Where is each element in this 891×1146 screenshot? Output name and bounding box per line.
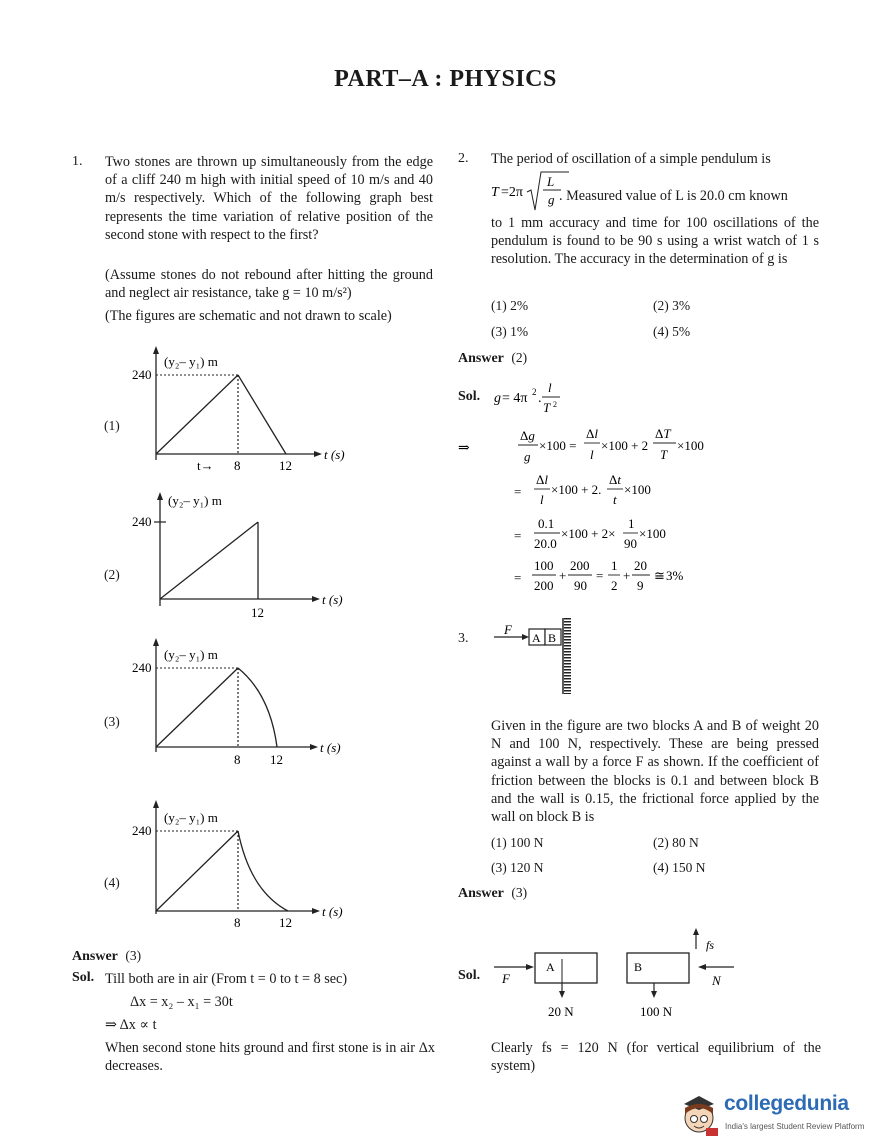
svg-text:T: T — [543, 400, 551, 415]
svg-text:l: l — [548, 380, 552, 395]
fbd-F: F — [502, 971, 510, 986]
graph-1-tnote: t→ — [197, 458, 214, 473]
svg-text:0.1: 0.1 — [538, 516, 555, 531]
svg-text:×100 + 2×: ×100 + 2× — [561, 526, 616, 541]
graph-4-tick-8: 8 — [234, 915, 241, 930]
svg-text:L: L — [547, 174, 555, 189]
graph-1-label: (1) — [104, 418, 120, 433]
svg-text:+: + — [623, 568, 631, 583]
q3-option-4: (4) 150 N — [653, 860, 706, 875]
svg-text:100: 100 — [534, 558, 554, 573]
graph-1 — [120, 342, 360, 477]
svg-text:Δl: Δl — [536, 472, 548, 487]
y-axis-arrow — [153, 346, 159, 354]
svg-text:=: = — [514, 528, 522, 543]
q1-sol-line2: Δx = x₂ – x₁ = 30t — [130, 994, 233, 1010]
collegedunia-logo — [676, 1086, 866, 1142]
graph-2-xlabel: t (s) — [322, 592, 343, 607]
fbd-N: N — [712, 973, 721, 988]
svg-text:t: t — [613, 492, 617, 507]
q3-force-label: F — [504, 622, 512, 637]
graph-2-label: (2) — [104, 567, 120, 582]
curve-rise — [156, 668, 238, 747]
svg-text:l: l — [590, 447, 594, 462]
q3-answer-label: Answer — [458, 886, 504, 901]
svg-text:g: g — [548, 192, 555, 207]
svg-text:=: = — [514, 570, 522, 585]
svg-text:9: 9 — [637, 578, 644, 593]
q1-sol-line3: ⇒ Δx ∝ t — [105, 1017, 157, 1033]
page-title: PART–A : PHYSICS — [334, 66, 557, 92]
fbd-20N: 20 N — [548, 1004, 574, 1019]
svg-text:2: 2 — [611, 578, 618, 593]
curve-fall-convex — [238, 831, 288, 911]
graph-3-tick-12: 12 — [270, 752, 283, 767]
svg-text:200: 200 — [534, 578, 554, 593]
q1-sol-label: Sol. — [72, 970, 95, 985]
q2-option-3: (3) 1% — [491, 324, 529, 339]
svg-text:×100 + 2.: ×100 + 2. — [551, 482, 602, 497]
svg-text:Δt: Δt — [609, 472, 621, 487]
svg-text:1: 1 — [611, 558, 618, 573]
graph-3 — [120, 634, 360, 769]
graph-4-ylabel: (y₂– y₁) m — [164, 810, 218, 825]
svg-text:=2π: =2π — [501, 185, 523, 200]
svg-text:T: T — [491, 185, 499, 200]
q3-fbd — [488, 925, 748, 1025]
svg-text:=: = — [514, 484, 522, 499]
logo-tagline: India's largest Student Review Platform — [725, 1122, 865, 1131]
graph-2 — [120, 488, 360, 623]
graph-1-tick-8: 8 — [234, 458, 241, 473]
logo-name: collegedunia — [724, 1092, 849, 1115]
svg-text:= 4π: = 4π — [502, 391, 528, 406]
q3-text: Given in the figure are two blocks A and B of weight 20 N and 100 N, respectively. These are being pressed against a wall by a force F as shown. If the coefficient of friction between the blocks is 0.1 and between block B and the wall is 0.15, the frictional force applied by the wall on block B is — [491, 718, 819, 826]
svg-text:T: T — [660, 447, 668, 462]
graph-4-240: 240 — [132, 823, 152, 838]
wall-hatch — [564, 618, 571, 694]
graph-1-tick-12: 12 — [279, 458, 292, 473]
x-axis-arrow — [314, 451, 322, 457]
graph-3-ylabel: (y₂– y₁) m — [164, 647, 218, 662]
svg-text:90: 90 — [574, 578, 587, 593]
q1-number: 1. — [72, 154, 83, 169]
curve-rise — [160, 522, 258, 599]
svg-text:Δl: Δl — [586, 426, 598, 441]
graph-4-tick-12: 12 — [279, 915, 292, 930]
q2-sol-label: Sol. — [458, 389, 481, 404]
q1-answer-label: Answer — [72, 949, 118, 964]
q3-option-2: (2) 80 N — [653, 835, 699, 850]
svg-text:=: = — [596, 568, 604, 583]
graph-4 — [120, 796, 360, 931]
q2-text1: The period of oscillation of a simple pendulum is — [491, 151, 771, 167]
svg-text:×100: ×100 — [639, 526, 666, 541]
graph-3-label: (3) — [104, 714, 120, 729]
svg-text:×100 + 2: ×100 + 2 — [601, 438, 649, 453]
svg-text:20: 20 — [634, 558, 647, 573]
q2-option-2: (2) 3% — [653, 298, 691, 313]
q3-answer-line — [458, 885, 527, 902]
fbd-block-a — [535, 953, 597, 983]
fbd-100N: 100 N — [640, 1004, 673, 1019]
q1-sol-line4: When second stone hits ground and first stone is in air Δx decreases. — [105, 1040, 435, 1075]
svg-text:⇒: ⇒ — [458, 441, 470, 456]
curve-fall-concave — [238, 668, 277, 747]
q2-number: 2. — [458, 151, 469, 166]
svg-text:g: g — [494, 391, 501, 406]
q2-option-1: (1) 2% — [491, 298, 529, 313]
svg-text:20.0: 20.0 — [534, 536, 557, 551]
svg-text:1: 1 — [628, 516, 635, 531]
fbd-A: A — [546, 960, 555, 974]
q2-answer-value: (2) — [511, 350, 528, 365]
q3-option-1: (1) 100 N — [491, 835, 544, 850]
graph-3-240: 240 — [132, 660, 152, 675]
q2-answer-label: Answer — [458, 351, 504, 366]
block-b-label: B — [548, 631, 557, 645]
svg-text:ΔT: ΔT — [655, 426, 671, 441]
graph-4-label: (4) — [104, 875, 120, 890]
block-a-label: A — [532, 631, 541, 645]
graph-1-xlabel: t (s) — [324, 447, 345, 462]
svg-text:200: 200 — [570, 558, 590, 573]
q1-sol-line1: Till both are in air (From t = 0 to t = 8 sec) — [105, 971, 348, 987]
curve-rise — [156, 375, 238, 454]
svg-text:g: g — [524, 449, 531, 464]
curve-rise — [156, 831, 238, 911]
graph-1-240: 240 — [132, 367, 152, 382]
graph-3-tick-8: 8 — [234, 752, 241, 767]
q3-answer-value: (3) — [511, 885, 528, 900]
graph-2-ylabel: (y₂– y₁) m — [168, 493, 222, 508]
curve-fall — [238, 375, 286, 454]
svg-text:2: 2 — [553, 400, 557, 409]
svg-text:×100 =: ×100 = — [539, 438, 577, 453]
q1-answer-line — [72, 948, 141, 965]
q3-conclusion: Clearly fs = 120 N (for vertical equilibrium of the system) — [491, 1040, 821, 1075]
svg-text:.: . — [538, 391, 542, 406]
q1-answer-value: (3) — [125, 948, 142, 963]
fbd-B: B — [634, 960, 643, 974]
q2-answer-line — [458, 350, 527, 367]
graph-2-240: 240 — [132, 514, 152, 529]
fbd-fs: fs — [706, 938, 715, 952]
q3-figure — [488, 612, 588, 697]
q2-text3: to 1 mm accuracy and time for 100 oscillations of the pendulum is found to be 90 s using a wrist watch of 1 s resolution. The accuracy in the determination of g is — [491, 215, 819, 268]
svg-text:90: 90 — [624, 536, 637, 551]
svg-text:×100: ×100 — [624, 482, 651, 497]
student-mascot-icon — [676, 1088, 722, 1138]
q3-sol-label: Sol. — [458, 968, 481, 983]
graph-4-xlabel: t (s) — [322, 904, 343, 919]
svg-text:×100: ×100 — [677, 438, 704, 453]
svg-text:l: l — [540, 492, 544, 507]
graph-2-tick-12: 12 — [251, 605, 264, 620]
q1-note: (The figures are schematic and not drawn to scale) — [105, 308, 392, 324]
q3-number: 3. — [458, 631, 469, 646]
q1-assumption: (Assume stones do not rebound after hitting the ground and neglect air resistance, take g = 10 m/s²) — [105, 267, 433, 302]
svg-text:≅: ≅ — [654, 568, 665, 583]
q2-text2: . Measured value of L is 20.0 cm known — [559, 188, 788, 204]
q2-option-4: (4) 5% — [653, 324, 691, 339]
graph-1-ylabel: (y₂– y₁) m — [164, 354, 218, 369]
q2-result: 3% — [666, 568, 684, 583]
svg-text:2: 2 — [532, 387, 537, 397]
svg-text:Δg: Δg — [520, 428, 535, 443]
graph-3-xlabel: t (s) — [320, 740, 341, 755]
q3-option-3: (3) 120 N — [491, 860, 544, 875]
q1-text: Two stones are thrown up simultaneously from the edge of a cliff 240 m high with initial speed of 10 m/s and 40 m/s respectively. Which of the following graph best represents the time variation of relative position of the second stone with respect to the first? — [105, 154, 433, 243]
svg-text:+: + — [559, 568, 567, 583]
